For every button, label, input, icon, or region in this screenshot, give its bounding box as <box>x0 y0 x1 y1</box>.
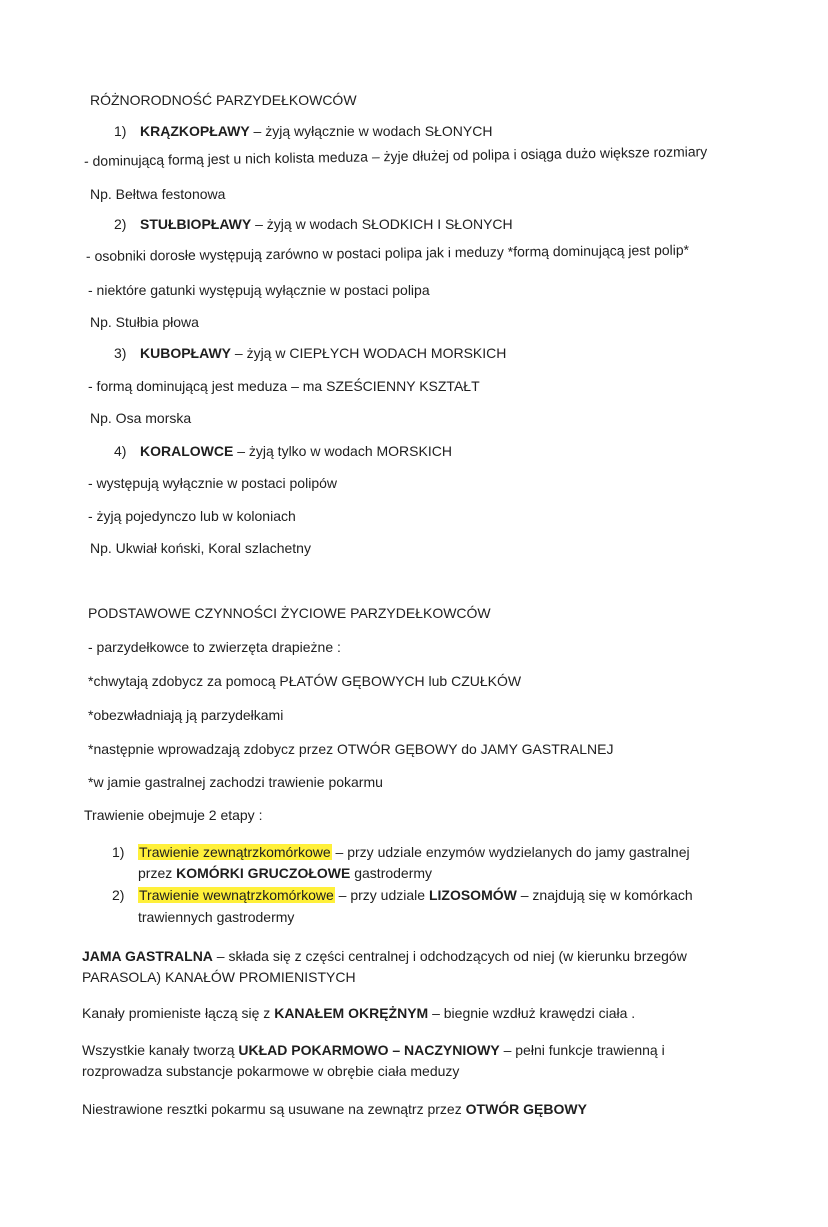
group-number: 4) <box>114 443 127 459</box>
text-line: *obezwładniają ją parzydełkami <box>88 707 284 723</box>
group-number: 3) <box>114 345 127 361</box>
jama-paragraph: JAMA GASTRALNA – składa się z części centralnej i odchodzących od niej (w kierunku brzegów <box>82 948 687 964</box>
bold-term: KANAŁEM OKRĘŻNYM <box>274 1005 429 1021</box>
text-line: - parzydełkowce to zwierzęta drapieżne : <box>88 639 341 655</box>
group-line: - żyją pojedynczo lub w koloniach <box>88 508 296 524</box>
digestion-item: 2) Trawienie wewnątrzkomórkowe – przy udziale LIZOSOMÓW – znajdują się w komórkach <box>112 887 693 903</box>
uklad-paragraph-line2: rozprowadza substancje pokarmowe w obrębie ciała meduzy <box>82 1063 460 1079</box>
highlighted-term: Trawienie wewnątrzkomórkowe <box>139 887 334 903</box>
digestion-number: 2) <box>112 887 125 903</box>
digestion-intro: Trawienie obejmuje 2 etapy : <box>84 807 263 823</box>
text-line: *w jamie gastralnej zachodzi trawienie pokarmu <box>88 774 383 790</box>
uklad-paragraph: Wszystkie kanały tworzą UKŁAD POKARMOWO – NACZYNIOWY – pełni funkcje trawienną i <box>82 1042 665 1058</box>
group-desc: – żyją tylko w wodach MORSKICH <box>233 443 452 459</box>
group-heading <box>114 442 452 460</box>
group-name: KUBOPŁAWY <box>140 345 231 361</box>
group-line: - dominującą formą jest u nich kolista meduza – żyje dłużej od polipa i osiąga dużo większe rozmiary <box>83 143 708 169</box>
group-example: Np. Osa morska <box>90 410 192 426</box>
bold-term: LIZOSOMÓW <box>428 887 517 903</box>
group-line: - formą dominującą jest meduza – ma SZEŚCIENNY KSZTAŁT <box>88 378 480 394</box>
group-number: 2) <box>114 216 127 232</box>
group-line: - niektóre gatunki występują wyłącznie w postaci polipa <box>88 282 430 298</box>
group-line: - osobniki dorosłe występują zarówno w postaci polipa jak i meduzy *formą dominującą jest polip* <box>85 241 690 264</box>
group-desc: – żyją w wodach SŁODKICH I SŁONYCH <box>251 216 513 232</box>
text-line: *chwytają zdobycz za pomocą PŁATÓW GĘBOWYCH lub CZUŁKÓW <box>88 673 522 689</box>
group-desc: – żyją w CIEPŁYCH WODACH MORSKICH <box>231 345 507 361</box>
section-title-life-functions: PODSTAWOWE CZYNNOŚCI ŻYCIOWE PARZYDEŁKOWCÓW <box>88 605 491 621</box>
group-desc: – żyją wyłącznie w wodach SŁONYCH <box>249 123 493 139</box>
jama-paragraph-line2: PARASOLA) KANAŁÓW PROMIENISTYCH <box>82 969 356 985</box>
group-name: KORALOWCE <box>140 443 234 459</box>
digestion-desc: – przy udziale enzymów wydzielanych do jamy gastralnej <box>331 844 690 860</box>
group-name: STUŁBIOPŁAWY <box>140 216 252 232</box>
resztki-paragraph: Niestrawione resztki pokarmu są usuwane na zewnątrz przez OTWÓR GĘBOWY <box>82 1101 587 1117</box>
group-example: Np. Stułbia płowa <box>90 314 199 330</box>
group-number: 1) <box>114 123 127 139</box>
group-example: Np. Bełtwa festonowa <box>90 186 226 202</box>
group-heading <box>114 344 506 362</box>
bold-term: KOMÓRKI GRUCZOŁOWE <box>176 865 351 881</box>
group-example: Np. Ukwiał koński, Koral szlachetny <box>90 540 311 556</box>
bold-term: JAMA GASTRALNA <box>82 948 213 964</box>
section-title-diversity: RÓŻNORODNOŚĆ PARZYDEŁKOWCÓW <box>90 92 357 108</box>
group-heading <box>114 215 513 233</box>
digestion-item-line2: trawiennych gastrodermy <box>138 909 295 925</box>
bold-term: OTWÓR GĘBOWY <box>465 1101 587 1117</box>
highlighted-term: Trawienie zewnątrzkomórkowe <box>139 844 331 860</box>
bold-term: UKŁAD POKARMOWO – NACZYNIOWY <box>238 1042 500 1058</box>
group-line: - występują wyłącznie w postaci polipów <box>88 475 337 491</box>
text-line: *następnie wprowadzają zdobycz przez OTWÓR GĘBOWY do JAMY GASTRALNEJ <box>88 741 614 757</box>
digestion-item <box>112 843 690 861</box>
kanaly-paragraph: Kanały promieniste łączą się z KANAŁEM OKRĘŻNYM – biegnie wzdłuż krawędzi ciała . <box>82 1005 636 1021</box>
digestion-item-line2: przez KOMÓRKI GRUCZOŁOWE gastrodermy <box>138 865 433 881</box>
digestion-number: 1) <box>112 844 125 860</box>
group-name: KRĄZKOPŁAWY <box>140 123 250 139</box>
group-heading <box>114 122 492 140</box>
